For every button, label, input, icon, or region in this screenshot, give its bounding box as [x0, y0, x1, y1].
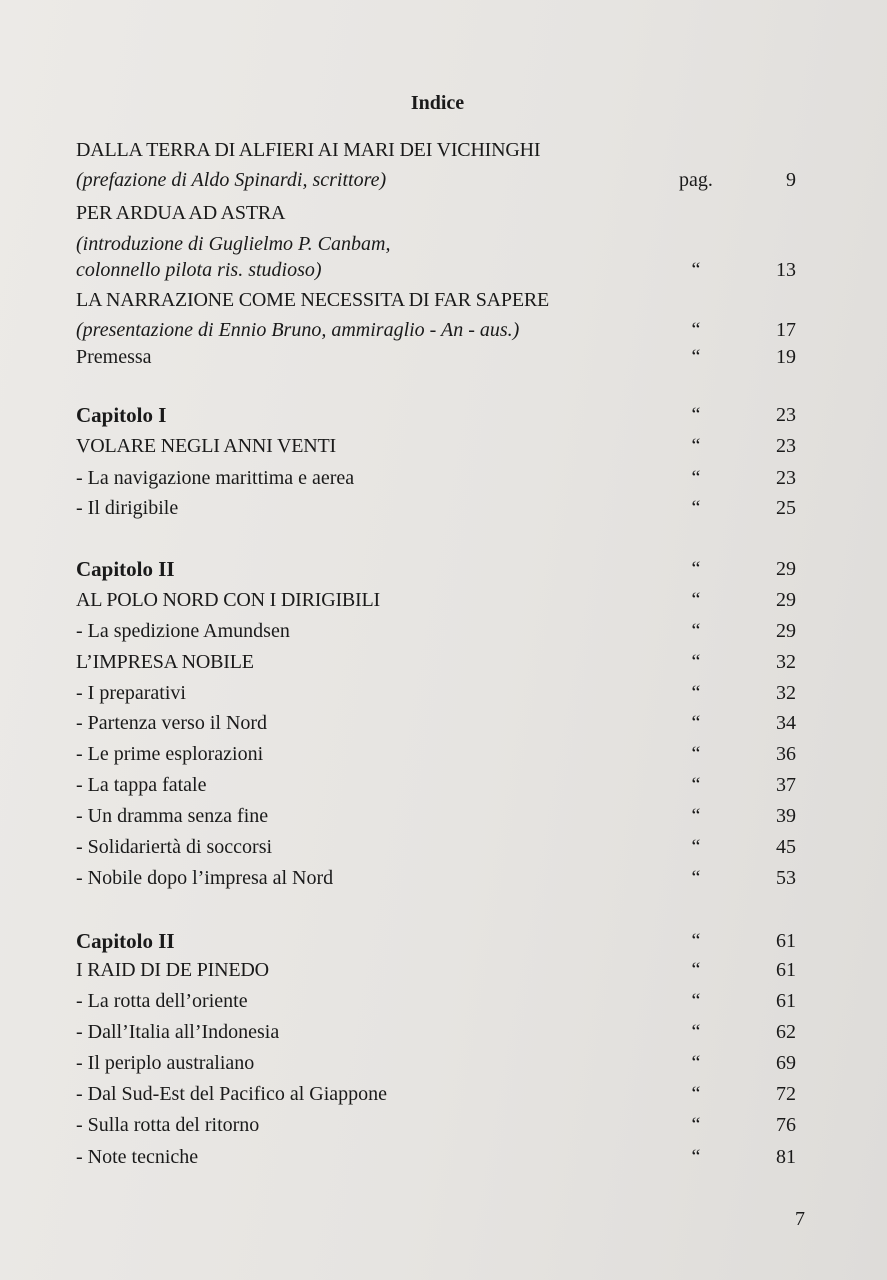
- toc-ditto-mark: “: [691, 1052, 701, 1074]
- toc-page-number: 32: [776, 682, 796, 704]
- toc-entry-label: AL POLO NORD CON I DIRIGIBILI: [76, 589, 380, 611]
- toc-ditto-mark: “: [691, 620, 701, 642]
- toc-entry: [76, 648, 796, 676]
- toc-entry: [76, 1080, 796, 1108]
- toc-entry-label: - Il periplo australiano: [76, 1052, 255, 1074]
- toc-ditto-mark: “: [691, 404, 701, 426]
- toc-entry-label: - La navigazione marittima e aerea: [76, 467, 355, 489]
- toc-entry: [76, 1049, 796, 1077]
- toc-entry: [76, 833, 796, 861]
- toc-entry-label: - La rotta dell’oriente: [76, 990, 248, 1012]
- toc-entry: [76, 1111, 796, 1139]
- index-title: [0, 92, 887, 115]
- toc-entry-label: colonnello pilota ris. studioso): [76, 259, 322, 281]
- toc-entry: [76, 771, 796, 799]
- toc-entry-label: - Nobile dopo l’impresa al Nord: [76, 867, 334, 889]
- toc-entry: [76, 1143, 796, 1171]
- toc-ditto-mark: “: [691, 743, 701, 765]
- toc-page-number: 9: [786, 169, 796, 191]
- toc-entry: [76, 864, 796, 892]
- toc-ditto-mark: “: [691, 435, 701, 457]
- toc-page-number: 61: [776, 930, 796, 952]
- toc-entry-label: L’IMPRESA NOBILE: [76, 651, 254, 673]
- toc-entry-label: - La spedizione Amundsen: [76, 620, 290, 642]
- toc-entry: [76, 1018, 796, 1046]
- toc-entry-label: - Le prime esplorazioni: [76, 743, 264, 765]
- toc-entry-label: - Note tecniche: [76, 1146, 199, 1168]
- toc-page-number: 81: [776, 1146, 796, 1168]
- toc-entry: [76, 199, 796, 227]
- toc-ditto-mark: “: [691, 836, 701, 858]
- toc-entry: [76, 679, 796, 707]
- toc-entry: [76, 316, 796, 344]
- toc-chapter-heading: [76, 555, 796, 583]
- toc-entry: [76, 166, 796, 194]
- toc-page-number: 13: [776, 259, 796, 281]
- toc-entry: [76, 230, 796, 258]
- toc-page-number: 45: [776, 836, 796, 858]
- toc-entry-label: Capitolo I: [76, 403, 167, 427]
- index-title-text: Indice: [410, 92, 465, 114]
- toc-entry: [76, 802, 796, 830]
- toc-page-number: 29: [776, 589, 796, 611]
- toc-page-number: 62: [776, 1021, 796, 1043]
- toc-entry-label: Capitolo II: [76, 557, 175, 581]
- toc-entry: [76, 286, 796, 314]
- toc-chapter-heading: [76, 927, 796, 955]
- toc-ditto-mark: “: [691, 497, 701, 519]
- toc-page-number: 23: [776, 467, 796, 489]
- toc-entry-label: (presentazione di Ennio Bruno, ammiraglio - An - aus.): [76, 319, 520, 341]
- toc-entry: [76, 740, 796, 768]
- toc-entry: [76, 586, 796, 614]
- toc-page-number: 19: [776, 346, 796, 368]
- toc-entry-label: - Il dirigibile: [76, 497, 179, 519]
- toc-entry: [76, 956, 796, 984]
- toc-entry: [76, 617, 796, 645]
- toc-ditto-mark: “: [691, 774, 701, 796]
- toc-entry-label: (introduzione di Guglielmo P. Canbam,: [76, 233, 391, 255]
- toc-entry: [76, 432, 796, 460]
- toc-entry-label: VOLARE NEGLI ANNI VENTI: [76, 435, 336, 457]
- toc-entry: [76, 709, 796, 737]
- toc-entry: [76, 494, 796, 522]
- toc-entry: [76, 343, 796, 371]
- toc-ditto-mark: “: [691, 1021, 701, 1043]
- toc-ditto-mark: “: [691, 346, 701, 368]
- toc-entry-label: Premessa: [76, 346, 152, 368]
- toc-entry-label: - Un dramma senza fine: [76, 805, 269, 827]
- toc-chapter-heading: [76, 401, 796, 429]
- toc-page-number: 39: [776, 805, 796, 827]
- toc-page-number: 25: [776, 497, 796, 519]
- toc-ditto-mark: “: [691, 1114, 701, 1136]
- toc-page-number: 61: [776, 990, 796, 1012]
- toc-ditto-mark: “: [691, 651, 701, 673]
- toc-page-number: 53: [776, 867, 796, 889]
- toc-page-number: 37: [776, 774, 796, 796]
- toc-ditto-mark: “: [691, 467, 701, 489]
- toc-entry-label: - Sulla rotta del ritorno: [76, 1114, 260, 1136]
- toc-ditto-mark: pag.: [679, 169, 713, 191]
- toc-ditto-mark: “: [691, 959, 701, 981]
- toc-ditto-mark: “: [691, 867, 701, 889]
- toc-ditto-mark: “: [691, 259, 701, 281]
- toc-entry-label: PER ARDUA AD ASTRA: [76, 202, 286, 224]
- toc-entry-label: - La tappa fatale: [76, 774, 207, 796]
- toc-page-number: 29: [776, 620, 796, 642]
- toc-entry-label: - I preparativi: [76, 682, 186, 704]
- toc-ditto-mark: “: [691, 1083, 701, 1105]
- toc-entry-label: - Dall’Italia all’Indonesia: [76, 1021, 280, 1043]
- toc-page-number: 76: [776, 1114, 796, 1136]
- toc-page-number: 61: [776, 959, 796, 981]
- toc-entry: [76, 987, 796, 1015]
- toc-entry-label: - Partenza verso il Nord: [76, 712, 268, 734]
- toc-entry-label: DALLA TERRA DI ALFIERI AI MARI DEI VICHINGHI: [76, 139, 541, 161]
- toc-entry: [76, 136, 796, 164]
- toc-page-number: 72: [776, 1083, 796, 1105]
- toc-ditto-mark: “: [691, 682, 701, 704]
- toc-entry-label: (prefazione di Aldo Spinardi, scrittore): [76, 169, 387, 191]
- toc-entry-label: I RAID DI DE PINEDO: [76, 959, 269, 981]
- toc-ditto-mark: “: [691, 319, 701, 341]
- toc-page-number: 23: [776, 435, 796, 457]
- toc-ditto-mark: “: [691, 558, 701, 580]
- toc-ditto-mark: “: [691, 1146, 701, 1168]
- toc-page-number: 29: [776, 558, 796, 580]
- toc-entry: [76, 256, 796, 284]
- toc-page-number: 23: [776, 404, 796, 426]
- toc-page-number: 17: [776, 319, 796, 341]
- toc-ditto-mark: “: [691, 589, 701, 611]
- toc-entry-label: Capitolo II: [76, 929, 175, 953]
- toc-ditto-mark: “: [691, 712, 701, 734]
- toc-page-number: 34: [776, 712, 796, 734]
- page-number: 7: [795, 1208, 805, 1230]
- toc-entry-label: LA NARRAZIONE COME NECESSITA DI FAR SAPERE: [76, 289, 549, 311]
- toc-page-number: 69: [776, 1052, 796, 1074]
- toc-entry: [76, 464, 796, 492]
- toc-entry-label: - Solidariertà di soccorsi: [76, 836, 273, 858]
- toc-page-number: 36: [776, 743, 796, 765]
- toc-entry-label: - Dal Sud-Est del Pacifico al Giappone: [76, 1083, 388, 1105]
- toc-ditto-mark: “: [691, 930, 701, 952]
- toc-ditto-mark: “: [691, 990, 701, 1012]
- toc-ditto-mark: “: [691, 805, 701, 827]
- toc-page-number: 32: [776, 651, 796, 673]
